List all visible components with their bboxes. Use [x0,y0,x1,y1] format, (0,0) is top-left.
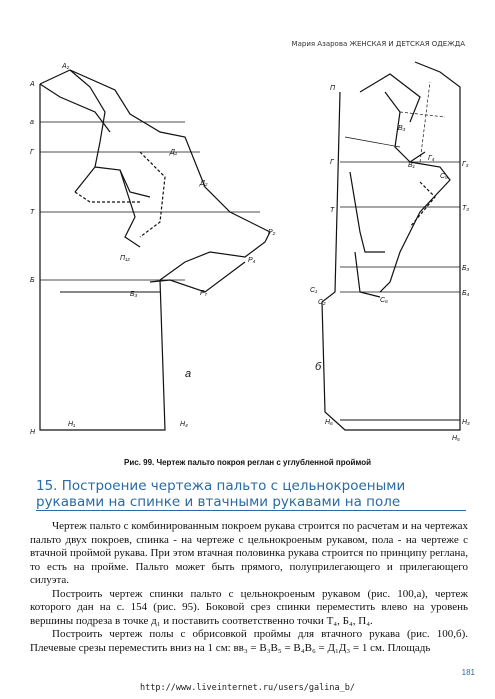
svg-text:С₁: С₁ [310,287,318,294]
pattern-drawing [0,52,495,452]
svg-text:С₉: С₉ [440,173,448,180]
svg-text:Н: Н [30,429,36,436]
svg-text:Р₇: Р₇ [200,290,208,297]
paragraph: Построить чертеж полы с обрисовкой проймы для втачного рукава (рис. 100,б). Плечевые срезы переместить вниз на 1 см: вв₃ = В₃В₅ = В₄В₆ = Д₁Д₃ = 1 см. Площадь [30,628,468,654]
figure-caption: Рис. 99. Чертеж пальто покроя реглан с углубленной проймой [123,458,371,467]
svg-text:Т: Т [30,209,35,216]
running-header: Мария Азарова ЖЕНСКАЯ И ДЕТСКАЯ ОДЕЖДА [291,40,465,48]
svg-text:Г₄: Г₄ [428,155,435,162]
svg-text:Д₁: Д₁ [170,149,178,156]
page-number: 181 [461,668,475,677]
figure-label-left: а [185,368,192,380]
svg-text:Н₁: Н₁ [68,421,76,428]
source-url: http://www.liveinternet.ru/users/galina_b/ [140,683,355,693]
svg-text:а: а [30,119,34,126]
svg-text:Б: Б [30,277,35,284]
svg-text:Т: Т [330,207,335,214]
svg-text:Н₅: Н₅ [452,435,460,442]
svg-text:Г: Г [30,149,34,156]
svg-text:Б₄: Б₄ [462,290,470,297]
svg-text:Г: Г [330,159,334,166]
svg-text:Н₄: Н₄ [180,421,188,428]
svg-text:Б₃: Б₃ [130,291,138,298]
svg-text:В₃: В₃ [398,125,406,132]
svg-text:Н₃: Н₃ [462,419,470,426]
figure-label-right: б [315,361,322,373]
svg-text:Р₂: Р₂ [268,229,276,236]
svg-text:Г₃: Г₃ [462,161,469,168]
body-text [30,520,468,655]
section-title: 15. Построение чертежа пальто с цельнокроеными рукавами на спинке и втачными рукавами на поле [36,478,466,511]
svg-text:Т₃: Т₃ [462,205,470,212]
svg-text:П: П [330,85,336,92]
svg-text:Б₃: Б₃ [462,265,470,272]
svg-text:С₆: С₆ [380,297,388,304]
svg-text:А: А [30,81,35,88]
paragraph: Чертеж пальто с комбинированным покроем рукава строится по расчетам и на чертежах пальто двух покроев, спинка - на чертеже с цельнокроеным рукавом, пола - на чертеже с втачной проймой рукава. При этом втачная половинка рукава строится по принципу реглана, то есть на пройме. Пальто может быть прямого, полуприлегающего и прилегающего силуэта. [30,520,468,586]
svg-text:А₂: А₂ [62,63,70,70]
svg-text:В₁: В₁ [408,162,415,169]
svg-text:П₁₂: П₁₂ [120,255,130,262]
svg-text:Р₄: Р₄ [248,257,256,264]
svg-text:Н₆: Н₆ [325,419,333,426]
paragraph: Построить чертеж спинки пальто с цельнокроеным рукавом (рис. 100,а), чертеж которого дан на с. 154 (рис. 95). Боковой срез спинки переместить влево на уровень вершины подреза в точке д₁ и поставить соответственно точки Т₄, Б₄, П₄. [30,587,468,627]
svg-text:С₂: С₂ [318,299,326,306]
svg-text:Д₂: Д₂ [200,180,208,187]
